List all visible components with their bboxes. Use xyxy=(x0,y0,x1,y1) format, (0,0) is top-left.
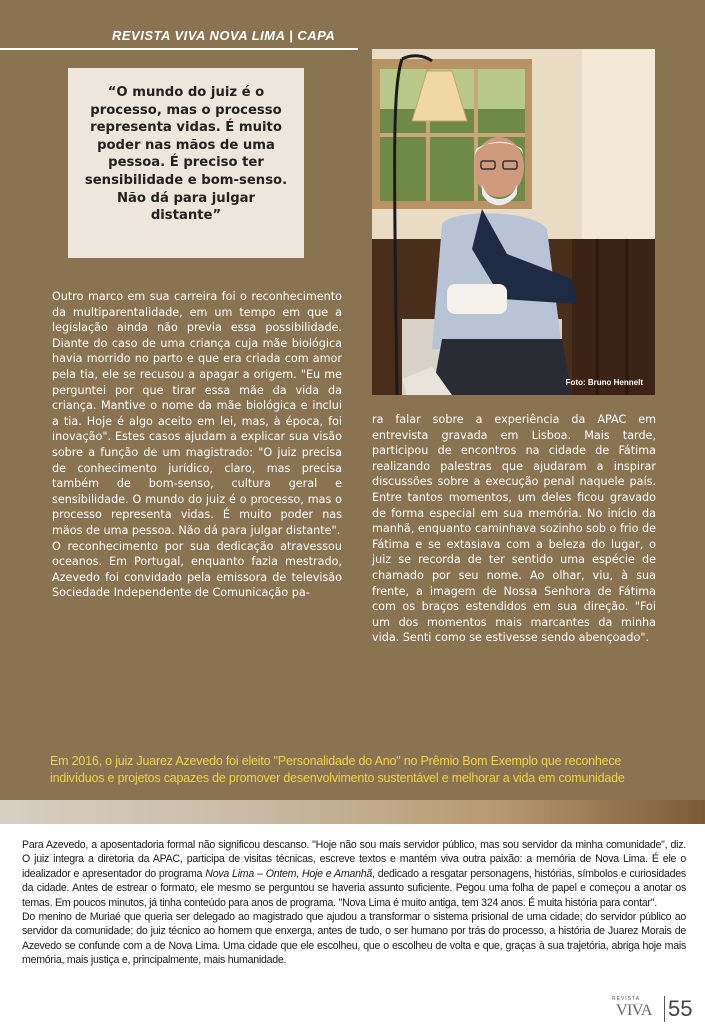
article-paragraph: ra falar sobre a experiência da APAC em entrevista gravada em Lisboa. Mais tarde, participou de encontros na cidade de Fátima realizando palestras que ajudaram a inspirar discussões sobre a execução penal naquele país. Entre tantos momentos, um deles ficou gravado de forma especial em sua memória. No início da manhã, enquanto caminhava sozinho sob o frio de Fátima e se extasiava com a beleza do lugar, o juiz se recorda de ter sentido uma espécie de chamado por seu nome. Ao olhar, viu, à sua frente, a imagem de Nossa Senhora de Fátima com os braços estendidos em sua direção. "Foi um dos momentos mais marcantes da minha vida. Senti como se estivesse sendo abençoado". xyxy=(372,413,656,645)
pull-quote-text: “O mundo do juiz é o processo, mas o processo representa vidas. É muito poder nas mãos de uma pessoa. É preciso ter sensibilidade e bom-senso. Não dá para julgar distante” xyxy=(84,85,288,224)
bottom-paragraph-part: Para Azevedo, a aposentadoria formal não significou descanso. "Hoje não sou mais servidor público, mas sou servidor da minha comunidade", diz. O juiz integra a diretoria da APAC, participa de visitas técnicas, escreve textos e mantém viva outra paixão: a memória de Nova Lima. É ele o idealizador e apresentador do programa xyxy=(22,839,686,880)
bottom-image-strip xyxy=(0,800,705,824)
article-paragraph: Outro marco em sua carreira foi o reconhecimento da multiparentalidade, em um tempo em que a legislação ainda não previa essa possibilidade. Diante do caso de uma criança cuja mãe biológica havia morrido no parto e que era criada com amor pela tia, ele se recusou a apagar a origem. "Eu me perguntei por que tirar essa mãe da vida da criança. Mantive o nome da mãe biológica e inclui a tia. Hoje é algo aceito em lei, mas, à época, foi inovação". Estes casos ajudam a explicar sua visão sobre a função de um magistrado: "O juiz precisa de conhecimento jurídico, claro, mas precisa também de bom-senso, cultura geral e sensibilidade. O mundo do juiz é o processo, mas o processo representa vidas. É muito poder nas mãos de uma pessoa. Não dá para julgar distante". xyxy=(52,290,342,537)
pull-quote-box xyxy=(68,68,304,258)
article-paragraph: O reconhecimento por sua dedicação atravessou oceanos. Em Portugal, enquanto fazia mestrado, Azevedo foi convidado pela emissora de televisão Sociedade Independente de Comunicação pa- xyxy=(52,539,342,600)
photo-illustration xyxy=(372,49,655,395)
program-name: Nova Lima – Ontem, Hoje e Amanhã xyxy=(205,867,372,880)
footer-brand-logo: VIVA xyxy=(616,1002,652,1019)
bottom-paragraph: Do menino de Muriaé que queria ser delegado ao magistrado que ajudou a transformar o sistema prisional de uma cidade; do servidor público ao servidor da comunidade; do juiz técnico ao homem que enxerga, antes de tudo, o ser humano por trás do processo, a história de Juarez Morais de Azevedo se confunde com a de Nova Lima. Uma cidade que ele escolheu, que o escolheu de volta e que, graças à sua trajetória, abriga hoje mais memória, mais justiça e, principalmente, mais humanidade. xyxy=(22,911,686,967)
photo-caption: Em 2016, o juiz Juarez Azevedo foi eleito "Personalidade do Ano" no Prêmio Bom Exemplo que reconhece indivíduos e projetos capazes de promover desenvolvimento sustentável e melhorar a vida em comunidade xyxy=(50,754,625,785)
footer-divider xyxy=(664,996,665,1022)
page-header xyxy=(0,0,705,50)
magazine-section-title: REVISTA VIVA NOVA LIMA | CAPA xyxy=(112,28,336,43)
judge-photo xyxy=(372,49,655,395)
bottom-article-text xyxy=(22,838,686,968)
footer-brand-small: REVISTA xyxy=(612,996,641,1002)
article-column-left xyxy=(52,289,342,601)
bottom-paragraph xyxy=(22,838,686,910)
bottom-paragraph-part: , dedicado a resgatar personagens, histórias, símbolos e curiosidades da cidade. Antes de estrear o formato, ele mesmo se perguntou se haveria assunto suficiente. Pegou uma folha de papel e começou a anotar os temas. Em poucos minutos, já tinha conteúdo para anos de programa. "Nova Lima é muito antiga, tem 324 anos. É muita história para contar". xyxy=(22,867,686,909)
header-rule xyxy=(0,48,358,50)
photo-credit: Foto: Bruno Hennelt xyxy=(565,378,643,387)
article-column-right xyxy=(372,412,656,646)
page-number: 55 xyxy=(668,996,693,1021)
